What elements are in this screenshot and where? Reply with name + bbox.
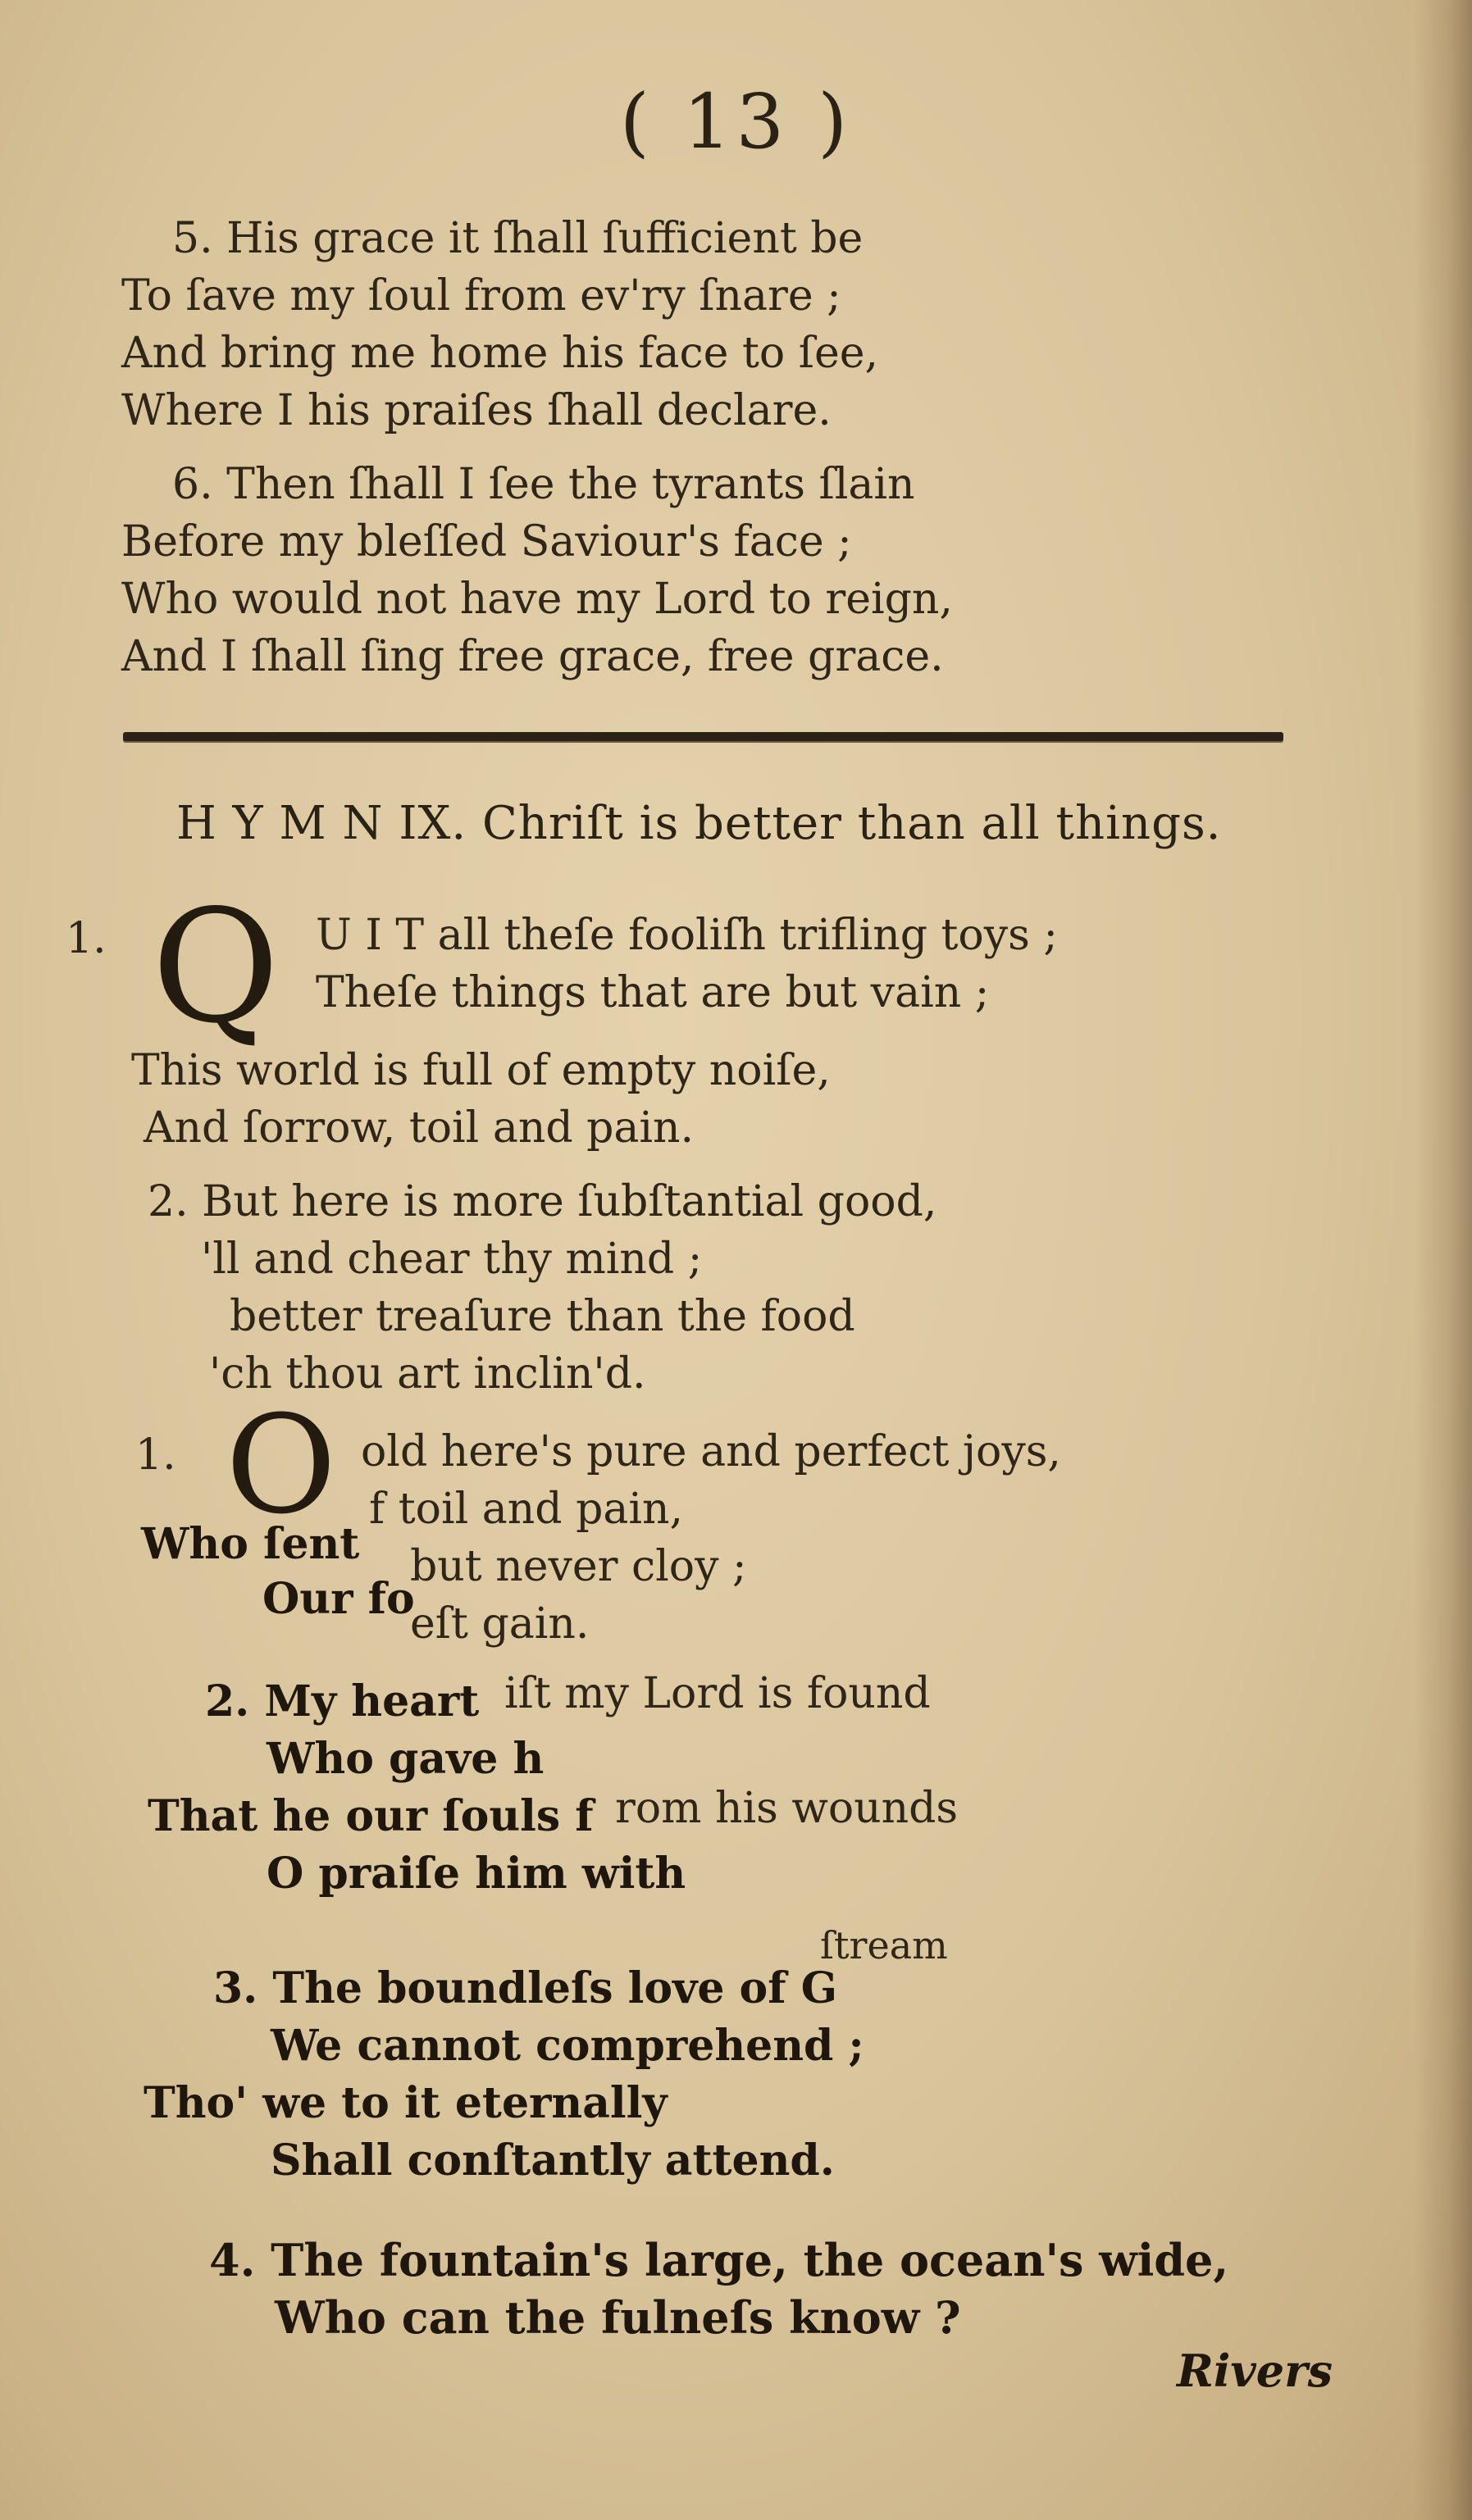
verse-5-line-1: 5. His grace it ſhall ſufficient be	[172, 214, 864, 263]
verse-6-line-2: Before my bleſſed Saviour's face ;	[121, 517, 852, 566]
page-number: ( 13 )	[619, 78, 853, 166]
hymn-v4-line-2: Who gave h	[267, 1734, 545, 1784]
dropcap-q: Q	[152, 876, 280, 1058]
verse-6-line-1: 6. Then ſhall I ſee the tyrants ſlain	[172, 460, 915, 509]
page-edge-shadow	[1415, 0, 1472, 2520]
hymn-v6-line-2: Who can the fulneſs know ?	[275, 2291, 961, 2344]
hymn-v1-line-2: Theſe things that are but vain ;	[316, 968, 990, 1017]
section-divider	[123, 732, 1283, 741]
hymn-v3-line-3b: but never cloy ;	[410, 1542, 747, 1591]
catchword: Rivers	[1177, 2345, 1333, 2397]
hymn-v2-line-2: 'll and chear thy mind ;	[201, 1235, 703, 1284]
hymn-v3-line-4b: eſt gain.	[410, 1599, 590, 1649]
verse-6-line-3: Who would not have my Lord to reign,	[121, 575, 953, 624]
hymn-v3-line-4a: Our fo	[262, 1574, 415, 1624]
hymn-v3-line-1: old here's pure and perfect joys,	[361, 1427, 1061, 1476]
hymn-v1-line-3: This world is full of empty noiſe,	[131, 1046, 831, 1095]
hymn-v2-line-1: 2. But here is more ſubſtantial good,	[148, 1177, 937, 1226]
hymn-v4-line-4: O praiſe him with	[267, 1849, 686, 1899]
hymn-v1-line-4: And ſorrow, toil and pain.	[144, 1103, 695, 1153]
hymn-v5-line-2: We cannot comprehend ;	[271, 2021, 864, 2071]
hymn-v4-line-3a: That he our ſouls f	[148, 1791, 594, 1841]
hymn-v4-line-1a: 2. My heart	[205, 1676, 480, 1726]
verse-5-line-3: And bring me home his face to ſee,	[121, 329, 879, 378]
verse-5-line-4: Where I his praiſes ſhall declare.	[121, 386, 832, 435]
hymn-v3-number: 1.	[135, 1431, 176, 1480]
hymn-v1-line-1: U I T all theſe fooliſh trifling toys ;	[316, 911, 1058, 960]
verse-6-line-4: And I ſhall ſing free grace, free grace.	[121, 632, 944, 681]
hymn-v6-line-1: 4. The fountain's large, the ocean's wide,	[209, 2234, 1229, 2286]
hymn-v5-stream: ſtream	[820, 1923, 948, 1967]
hymn-title: H Y M N IX. Chriſt is better than all things.	[176, 797, 1222, 850]
verse-1-number: 1.	[66, 914, 107, 963]
hymn-v4-line-1b: iſt my Lord is found	[504, 1669, 931, 1718]
hymn-v4-line-3b: rom his wounds	[615, 1784, 959, 1833]
hymn-v2-line-4: 'ch thou art inclin'd.	[209, 1349, 646, 1399]
hymn-v3-line-3a: Who ſent	[141, 1519, 360, 1569]
hymn-v5-line-3: Tho' we to it eternally	[144, 2078, 668, 2128]
verse-5-line-2: To ſave my ſoul from ev'ry ſnare ;	[121, 271, 841, 321]
hymn-v3-line-2: f toil and pain,	[369, 1485, 684, 1534]
hymn-v2-line-3: better treaſure than the food	[230, 1292, 855, 1341]
hymn-v5-line-1: 3. The boundleſs love of G	[213, 1963, 838, 2013]
dropcap-o: O	[226, 1386, 337, 1544]
hymn-v5-line-4: Shall conſtantly attend.	[271, 2136, 835, 2186]
